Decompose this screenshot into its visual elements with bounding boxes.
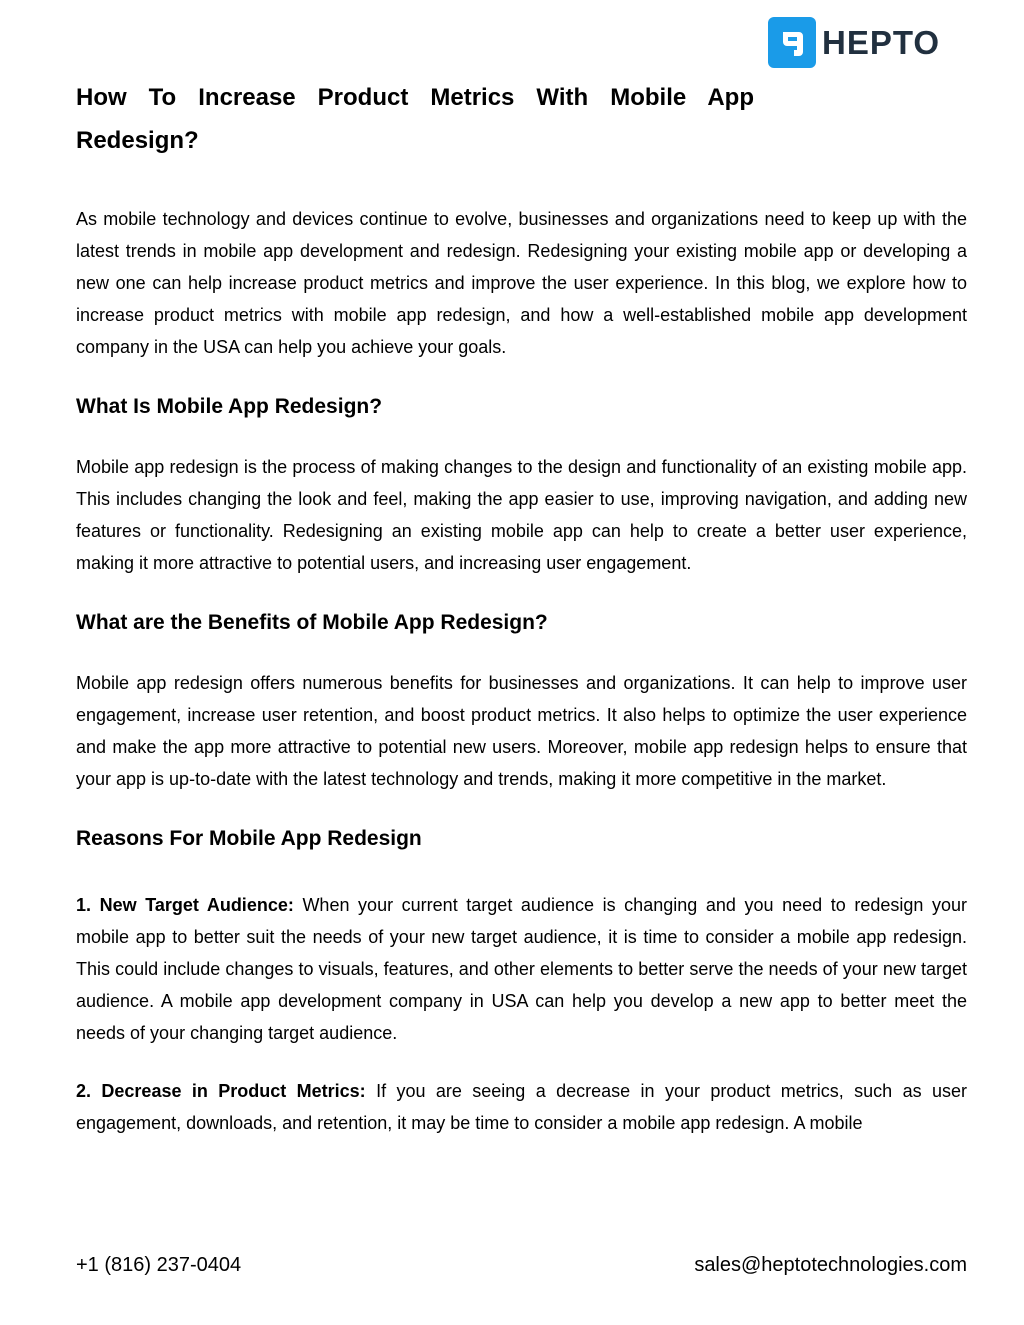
reason-item [76,1075,967,1139]
reason-text: If you are seeing a decrease in your product metrics, such as user engagement, downloads, and retention, it may be time to consider a mobile app redesign. A mobile [76,1081,968,1133]
hepto-logo-glyph [777,28,807,58]
page-footer [76,1250,967,1280]
hepto-logo-text: HEPTO [822,24,941,61]
page-title: How To Increase Product Metrics With Mobile App Redesign? [76,84,754,154]
section-body-benefits: Mobile app redesign offers numerous benefits for businesses and organizations. It can help to improve user engagement, increase user retention, and boost product metrics. It also helps to optimize the user experience and make the app more attractive to potential new users. Moreover, mobile app redesign helps to ensure that your app is up-to-date with the latest technology and trends, making it more competitive in the market. [76,673,967,789]
section-heading-what-is: What Is Mobile App Redesign? [76,395,383,418]
footer-phone: +1 (816) 237-0404 [76,1254,242,1276]
hepto-logo [768,17,940,68]
reason-label: 2. Decrease in Product Metrics: [76,1081,366,1101]
section-heading-reasons: Reasons For Mobile App Redesign [76,827,422,850]
reason-item [76,889,967,1049]
footer-email: sales@heptotechnologies.com [694,1254,967,1276]
reason-text: When your current target audience is changing and you need to redesign your mobile app to better suit the needs of your new target audience, it is time to consider a mobile app redesign. This could include changes to visuals, features, and other elements to better serve the needs of your new target audience. A mobile app development company in USA can help you develop a new app to better meet the needs of your changing target audience. [76,895,967,1043]
hepto-logo-icon [768,17,816,68]
intro-paragraph: As mobile technology and devices continue to evolve, businesses and organizations need to keep up with the latest trends in mobile app development and redesign. Redesigning your existing mobile app or developing a new one can help increase product metrics and improve the user experience. In this blog, we explore how to increase product metrics with mobile app redesign, and how a well-established mobile app development company in the USA can help you achieve your goals. [76,209,967,357]
section-body-what-is: Mobile app redesign is the process of making changes to the design and functionality of an existing mobile app. This includes changing the look and feel, making the app easier to use, improving navigation, and adding new features or functionality. Redesigning an existing mobile app can help to create a better user experience, making it more attractive to potential users, and increasing user engagement. [76,457,967,573]
section-heading-benefits: What are the Benefits of Mobile App Redesign? [76,611,548,634]
article-body [76,203,967,1139]
reason-label: 1. New Target Audience: [76,895,294,915]
